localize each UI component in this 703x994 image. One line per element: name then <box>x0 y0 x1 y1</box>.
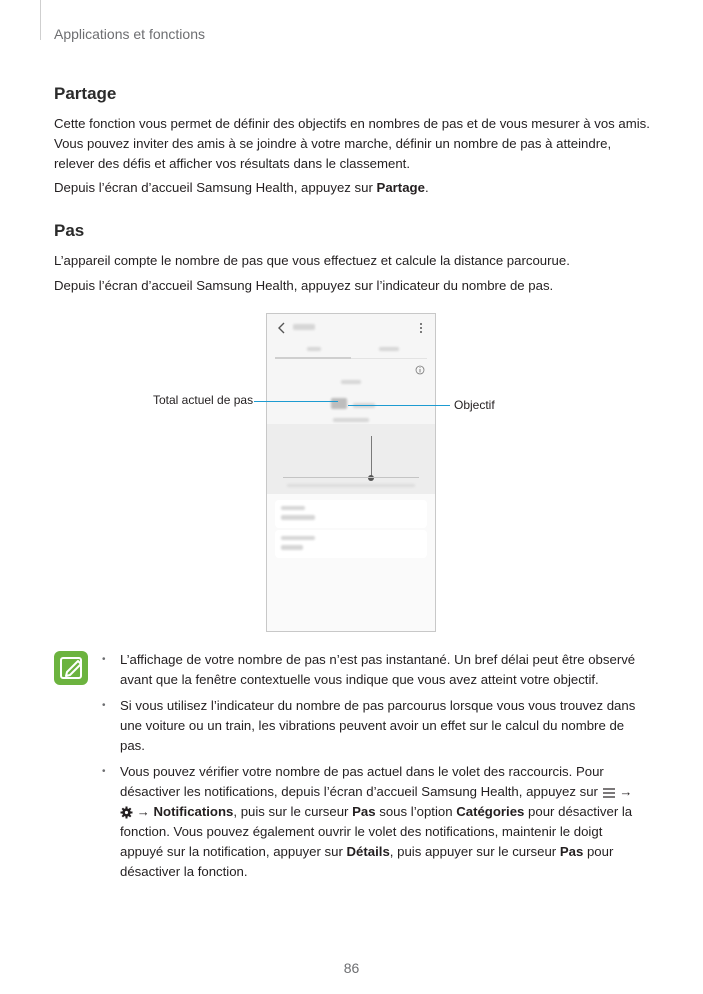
chart-cursor-line <box>371 436 372 478</box>
notes-list <box>100 650 645 888</box>
page-margin-line <box>40 0 41 40</box>
callout-goal: Objectif <box>454 398 495 412</box>
stat-card-1 <box>275 500 427 528</box>
pas-instruction: Depuis l’écran d’accueil Samsung Health, appuyez sur l’indicateur du nombre de pas. <box>54 278 554 293</box>
partage-instruction: Depuis l’écran d’accueil Samsung Health, appuyez sur Partage. <box>54 180 429 195</box>
pas-heading: Pas <box>54 221 85 240</box>
settings-gear-icon <box>120 806 133 819</box>
page-number: 86 <box>343 960 360 976</box>
pencil-note-icon <box>54 651 88 685</box>
chart-cursor-dot <box>368 475 374 481</box>
screenshot-header-area <box>267 314 435 424</box>
section-header: Applications et fonctions <box>54 26 205 42</box>
callout-current-steps-line <box>254 401 338 402</box>
partage-heading: Partage <box>54 84 117 103</box>
steps-chart-area <box>267 424 435 494</box>
chart-axis-labels-blur <box>287 484 415 487</box>
stat-card-2 <box>275 530 427 558</box>
partage-description: Cette fonction vous permet de définir des objectifs en nombres de pas et de vous mesurer à vos amis. Vous pouvez inviter des amis à se joindre à votre marche, définir un nombre de pas à atteindre, relever des défis et afficher vos résultats dans le classement. <box>54 116 650 171</box>
active-tab-indicator <box>275 357 351 359</box>
callout-goal-line <box>348 405 450 406</box>
stat-card-1-label-blur <box>281 506 305 510</box>
tab-divider <box>351 358 427 359</box>
menu-icon <box>602 787 616 799</box>
screen-title-blur <box>293 324 315 330</box>
distance-blur <box>333 418 369 422</box>
steps-screenshot <box>266 313 436 632</box>
note-item: • L’affichage de votre nombre de pas n’est pas instantané. Un bref délai peut être observé avant que la fenêtre contextuelle vous indique que vous avez atteint votre objectif. <box>100 650 645 690</box>
pas-description: L’appareil compte le nombre de pas que vous effectuez et calcule la distance parcourue. <box>54 253 570 268</box>
info-icon <box>415 365 425 375</box>
tab-1-blur <box>307 347 321 351</box>
total-label-blur <box>341 380 361 384</box>
partage-bold: Partage <box>376 180 425 195</box>
note-item: • Vous pouvez vérifier votre nombre de pas actuel dans le volet des raccourcis. Pour désactiver les notifications, depuis l’écran d’accueil Samsung Health, appuyez sur → → Notifications, puis sur le curseur Pas sous l’option Catégories pour désactiver la fonction. Vous pouvez également ouvrir le volet des notifications, maintenir le doigt appuyé sur la notification, appuyer sur Détails, puis appuyer sur le curseur Pas pour désactiver la fonction. <box>100 762 645 882</box>
stat-card-2-label-blur <box>281 536 315 540</box>
note-icon <box>54 651 88 685</box>
more-options-icon <box>419 322 423 334</box>
tab-2-blur <box>379 347 399 351</box>
stat-card-2-value-blur <box>281 545 303 550</box>
stat-card-1-value-blur <box>281 515 315 520</box>
chart-baseline <box>283 477 419 478</box>
callout-current-steps: Total actuel de pas <box>153 393 254 407</box>
back-arrow-icon <box>277 322 287 334</box>
step-count-blur <box>331 398 347 409</box>
note-item: • Si vous utilisez l’indicateur du nombre de pas parcourus lorsque vous vous trouvez dans une voiture ou un train, les vibrations peuvent avoir un effet sur le calcul du nombre de pas. <box>100 696 645 756</box>
